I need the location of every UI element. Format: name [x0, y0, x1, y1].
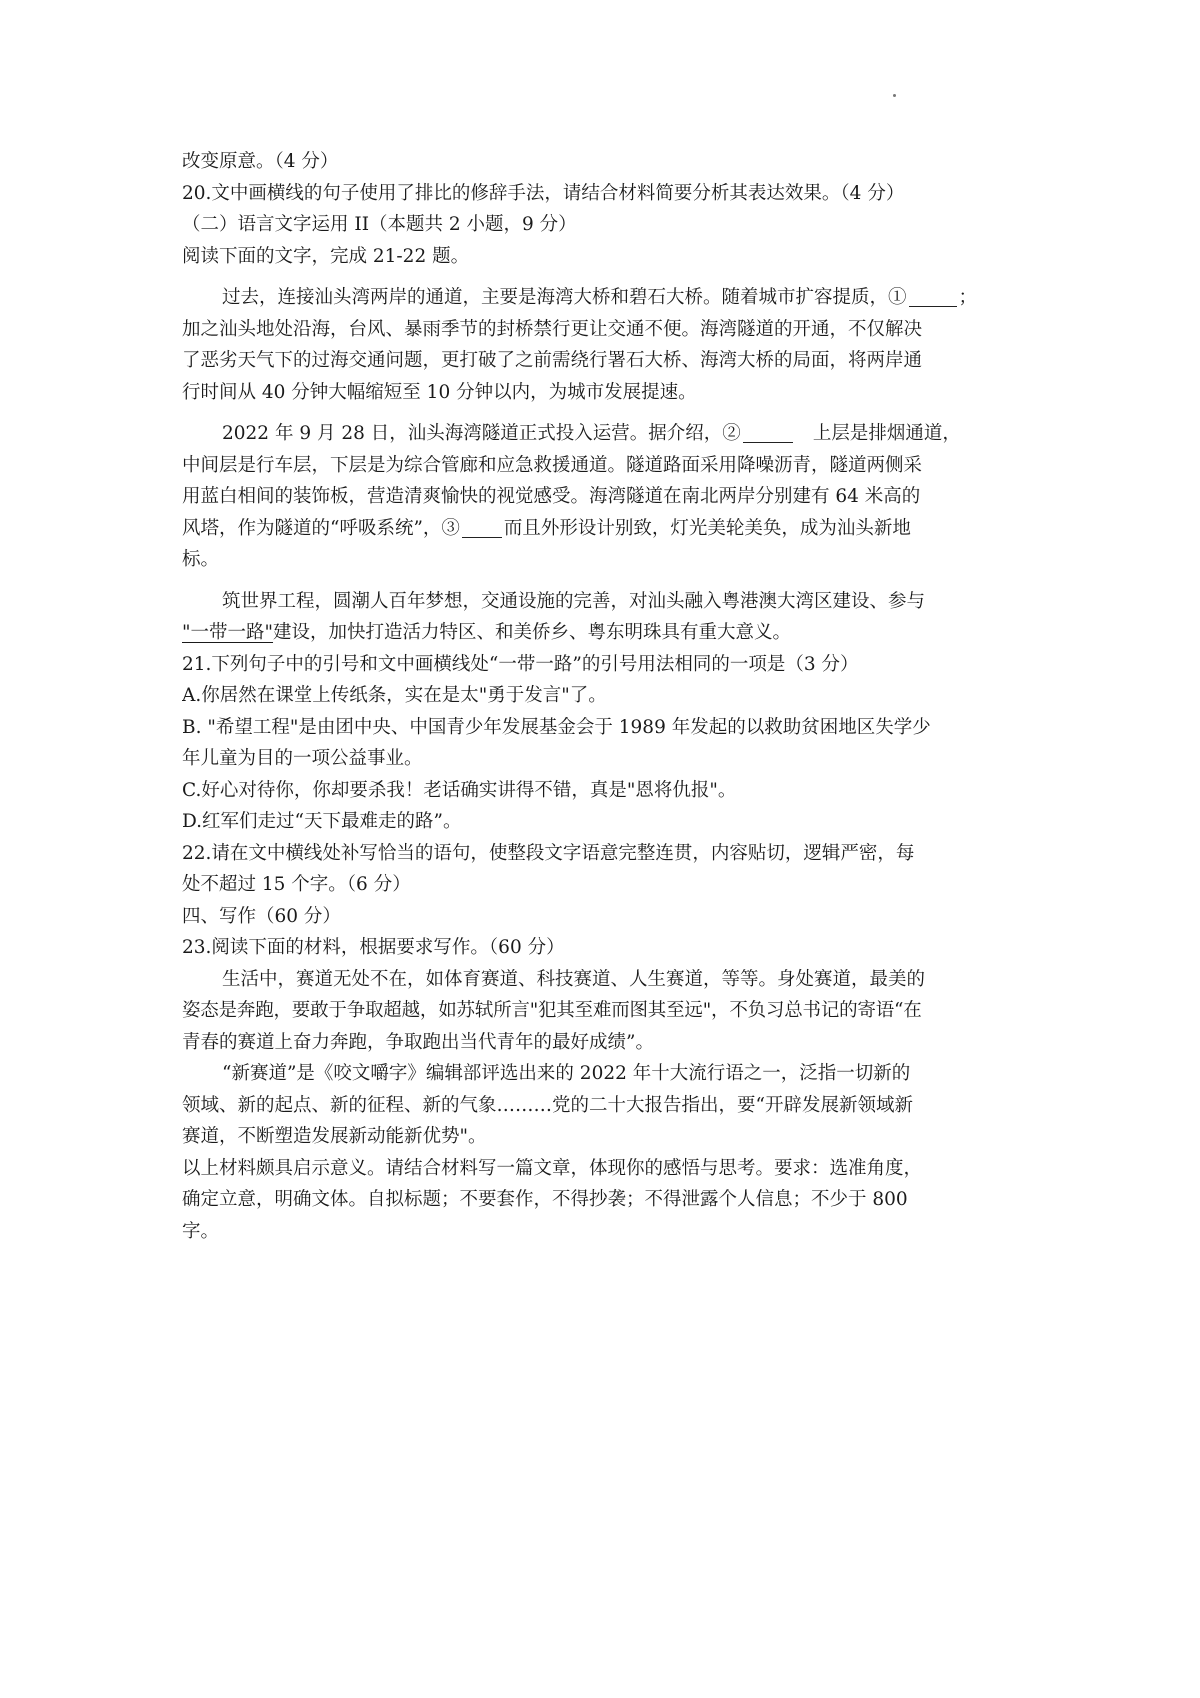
- material-line: 领域、新的起点、新的征程、新的气象………党的二十大报告指出，要“开辟发展新领域新: [182, 1094, 913, 1116]
- requirement-line: 以上材料颇具启示意义。请结合材料写一篇文章，体现你的感悟与思考。要求：选准角度，: [182, 1157, 923, 1179]
- passage-text: 上层是排烟通道，: [812, 423, 961, 444]
- passage-text: 建设，加快打造活力特区、和美侨乡、粤东明珠具有重大意义。: [273, 622, 792, 643]
- option-b-cont: 年儿童为目的一项公益事业。: [182, 748, 423, 769]
- passage-line: 加之汕头地处沿海，台风、暴雨季节的封桥禁行更让交通不便。海湾隧道的开通，不仅解决: [182, 318, 923, 340]
- section-heading: （二）语言文字运用 II（本题共 2 小题，9 分）: [182, 214, 577, 235]
- material-line: 生活中，赛道无处不在，如体育赛道、科技赛道、人生赛道，等等。身处赛道，最美的: [222, 968, 926, 990]
- passage-line: [182, 617, 1027, 649]
- page-content: [182, 146, 1027, 1247]
- passage-text: 风塔，作为隧道的“呼吸系统”，③: [182, 517, 460, 539]
- passage-line: 用蓝白相间的装饰板，营造清爽愉快的视觉感受。海湾隧道在南北两岸分别建有 64 米高的: [182, 486, 921, 507]
- reading-instruction: 阅读下面的文字，完成 21-22 题。: [182, 245, 470, 267]
- option-d: D.红军们走过“天下最难走的路”。: [182, 811, 462, 832]
- answer-blank-3: [462, 517, 502, 538]
- passage-line: [182, 513, 1027, 545]
- passage-line: 中间层是行车层，下层是为综合管廊和应急救援通道。隧道路面采用降噪沥青，隧道两侧采: [182, 454, 923, 476]
- question-22: 22.请在文中横线处补写恰当的语句，使整段文字语意完整连贯，内容贴切，逻辑严密，每: [182, 842, 915, 864]
- option-b: B. "希望工程"是由团中央、中国青少年发展基金会于 1989 年发起的以救助贫困地区失学少: [182, 716, 931, 738]
- passage-line: [182, 282, 1027, 314]
- question-23: 23.阅读下面的材料，根据要求写作。（60 分）: [182, 937, 565, 958]
- material-line: “新赛道”是《咬文嚼字》编辑部评选出来的 2022 年十大流行语之一，泛指一切新的: [222, 1063, 911, 1084]
- question-20: 20.文中画横线的句子使用了排比的修辞手法，请结合材料简要分析其表达效果。（4 分）: [182, 182, 905, 204]
- text-line: 改变原意。（4 分）: [182, 151, 339, 172]
- passage-line: 了恶劣天气下的过海交通问题，更打破了之前需绕行署石大桥、海湾大桥的局面，将两岸通: [182, 350, 923, 371]
- passage-text: ；: [958, 287, 978, 308]
- passage-text: 而且外形设计别致，灯光美轮美奂，成为汕头新地: [503, 517, 911, 539]
- answer-blank-2: [743, 422, 793, 443]
- section-heading: 四、写作（60 分）: [182, 905, 341, 927]
- material-line: 青春的赛道上奋力奔跑，争取跑出当代青年的最好成绩”。: [182, 1031, 654, 1053]
- passage-line: 标。: [182, 549, 220, 570]
- passage-line: [182, 418, 1027, 450]
- passage-text: 2022 年 9 月 28 日，汕头海湾隧道正式投入运营。据介绍，②: [222, 423, 741, 444]
- answer-blank-1: [909, 286, 957, 307]
- option-c: C.好心对待你，你却要杀我！老话确实讲得不错，真是"恩将仇报"。: [182, 779, 737, 801]
- passage-text: 过去，连接汕头湾两岸的通道，主要是海湾大桥和碧石大桥。随着城市扩容提质，①: [222, 287, 907, 308]
- requirement-line: 确定立意，明确文体。自拟标题；不要套作，不得抄袭；不得泄露个人信息；不少于 800: [182, 1189, 908, 1210]
- material-line: 姿态是奔跑，要敢于争取超越，如苏轼所言"犯其至难而图其至远"，不负习总书记的寄语“在: [182, 1000, 922, 1021]
- material-line: 赛道，不断塑造发展新动能新优势"。: [182, 1126, 487, 1147]
- question-22-cont: 处不超过 15 个字。（6 分）: [182, 874, 411, 895]
- passage-line: 筑世界工程，圆潮人百年梦想，交通设施的完善，对汕头融入粤港澳大湾区建设、参与: [222, 590, 926, 612]
- passage-line: 行时间从 40 分钟大幅缩短至 10 分钟以内，为城市发展提速。: [182, 381, 697, 403]
- question-21: 21.下列句子中的引号和文中画横线处“一带一路”的引号用法相同的一项是（3 分）: [182, 653, 859, 675]
- scan-dot: [893, 94, 896, 97]
- requirement-line: 字。: [182, 1220, 220, 1242]
- option-a: A.你居然在课堂上传纸条，实在是太"勇于发言"了。: [182, 685, 607, 706]
- underlined-phrase: "一带一路": [182, 622, 274, 643]
